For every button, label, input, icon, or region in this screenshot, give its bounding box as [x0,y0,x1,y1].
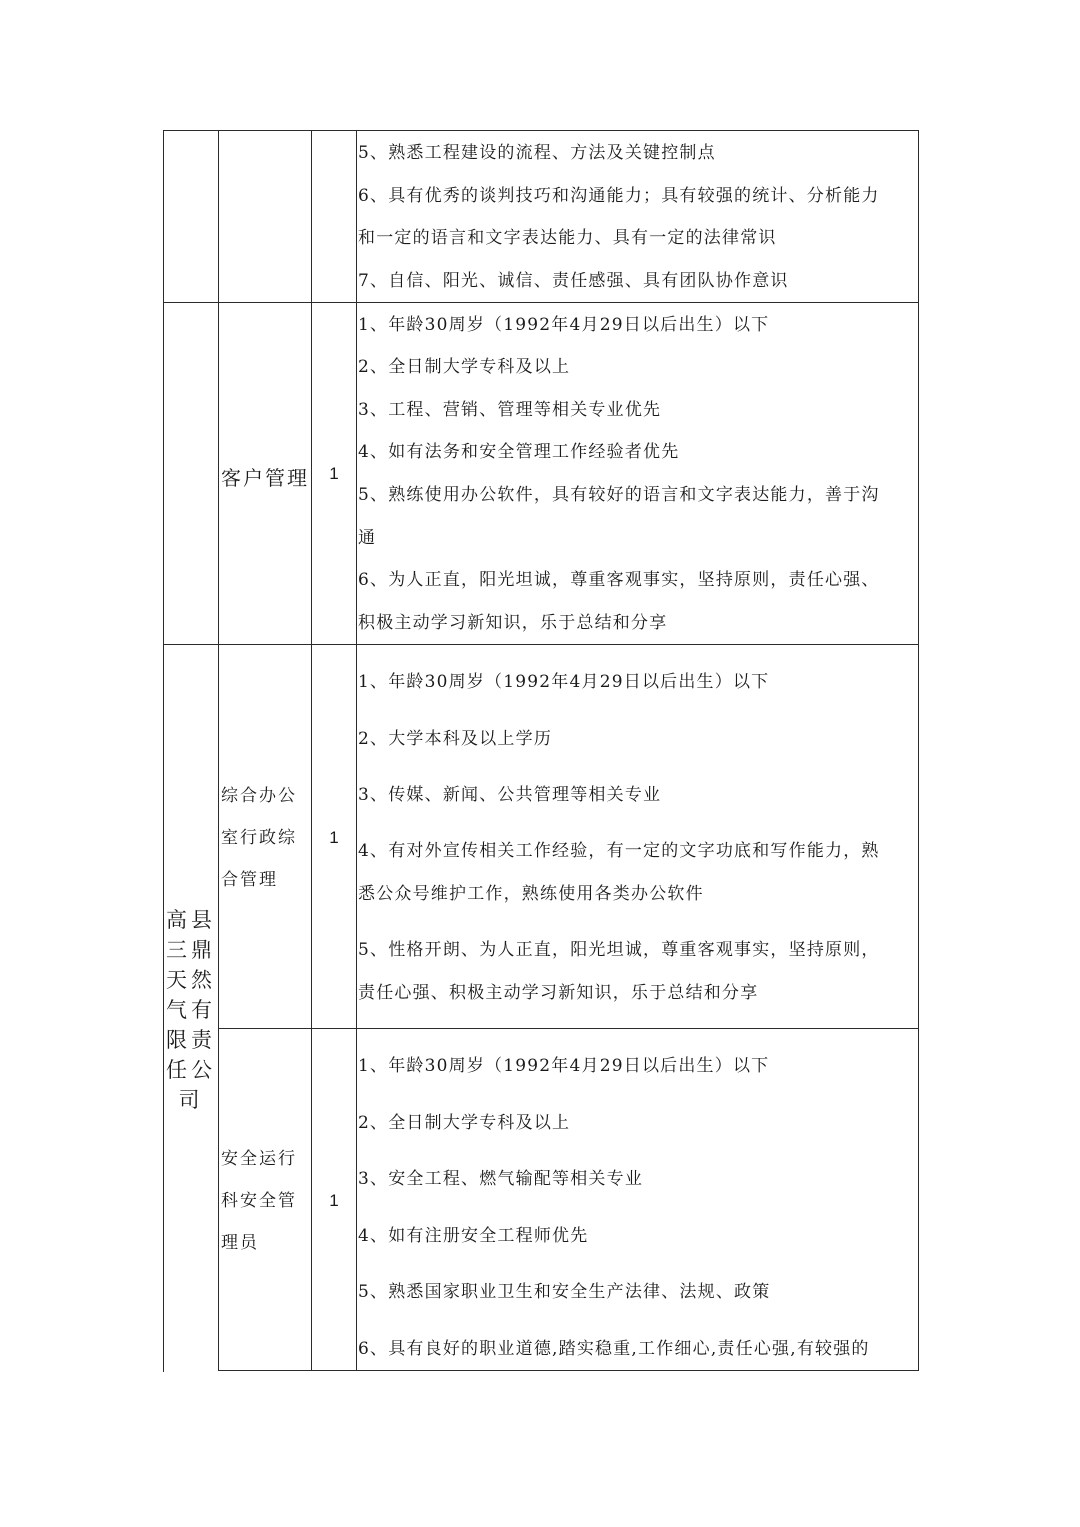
position-title-line: 科安全管 [221,1191,297,1211]
position-title-line: 室行政综 [221,828,297,848]
requirement-line: 1、年龄30周岁（1992年4月29日以后出生）以下 [358,1056,770,1076]
column-divider [356,130,357,1371]
requirement-line: 2、全日制大学专科及以上 [358,1113,571,1133]
column-divider [311,130,312,1371]
requirement-line: 2、大学本科及以上学历 [358,729,553,749]
requirement-line: 3、安全工程、燃气输配等相关专业 [358,1169,644,1189]
requirement-line: 4、有对外宣传相关工作经验，有一定的文字功底和写作能力，熟 [358,841,880,861]
position-title-line: 综合办公 [221,786,297,806]
headcount: 1 [329,1191,339,1210]
company-name-part: 司 [178,1088,204,1112]
company-name-part: 天然 [166,968,216,992]
table-border-top [163,130,919,131]
requirement-line: 7、自信、阳光、诚信、责任感强、具有团队协作意识 [358,271,789,291]
requirement-line: 4、如有法务和安全管理工作经验者优先 [358,442,680,462]
requirement-line: 通 [358,528,377,548]
company-name-part: 限责 [166,1028,216,1052]
position-title-line: 合管理 [221,870,278,890]
position-title: 客户管理 [221,466,309,490]
headcount: 1 [329,464,339,483]
company-name [165,905,217,1115]
table-border-bottom-partial [218,1370,919,1371]
company-name-part: 高县 [166,908,216,932]
requirement-line: 5、熟练使用办公软件，具有较好的语言和文字表达能力，善于沟 [358,485,880,505]
requirement-line: 6、具有优秀的谈判技巧和沟通能力；具有较强的统计、分析能力 [358,186,880,206]
table-border-left [163,130,164,1372]
position-title-line: 理员 [221,1233,259,1253]
row-divider [163,644,919,645]
requirement-line: 3、传媒、新闻、公共管理等相关专业 [358,785,662,805]
requirement-line: 1、年龄30周岁（1992年4月29日以后出生）以下 [358,315,770,335]
requirement-line: 6、具有良好的职业道德,踏实稳重,工作细心,责任心强,有较强的 [358,1339,870,1359]
row-divider [163,302,919,303]
column-divider [218,130,219,1371]
position-title [221,775,309,901]
requirement-line: 5、熟悉工程建设的流程、方法及关键控制点 [358,143,716,163]
company-name-part: 气有 [166,998,216,1022]
requirement-line: 3、工程、营销、管理等相关专业优先 [358,400,662,420]
requirement-line: 5、熟悉国家职业卫生和安全生产法律、法规、政策 [358,1282,771,1302]
requirement-line: 积极主动学习新知识，乐于总结和分享 [358,613,668,633]
requirement-line: 和一定的语言和文字表达能力、具有一定的法律常识 [358,228,777,248]
requirement-line: 1、年龄30周岁（1992年4月29日以后出生）以下 [358,672,770,692]
company-name-part: 任公 [166,1058,216,1082]
position-title-line: 安全运行 [221,1149,297,1169]
requirement-line: 5、性格开朗、为人正直，阳光坦诚，尊重客观事实，坚持原则， [358,940,880,960]
requirement-line: 4、如有注册安全工程师优先 [358,1226,589,1246]
requirement-line: 责任心强、积极主动学习新知识，乐于总结和分享 [358,983,759,1003]
row-divider [218,1028,919,1029]
requirement-line: 悉公众号维护工作，熟练使用各类办公软件 [358,884,704,904]
requirement-line: 6、为人正直，阳光坦诚，尊重客观事实，坚持原则，责任心强、 [358,570,880,590]
table-border-right [918,130,919,1371]
position-title [221,1138,309,1264]
headcount: 1 [329,828,339,847]
company-name-part: 三鼎 [166,938,216,962]
requirement-line: 2、全日制大学专科及以上 [358,357,571,377]
